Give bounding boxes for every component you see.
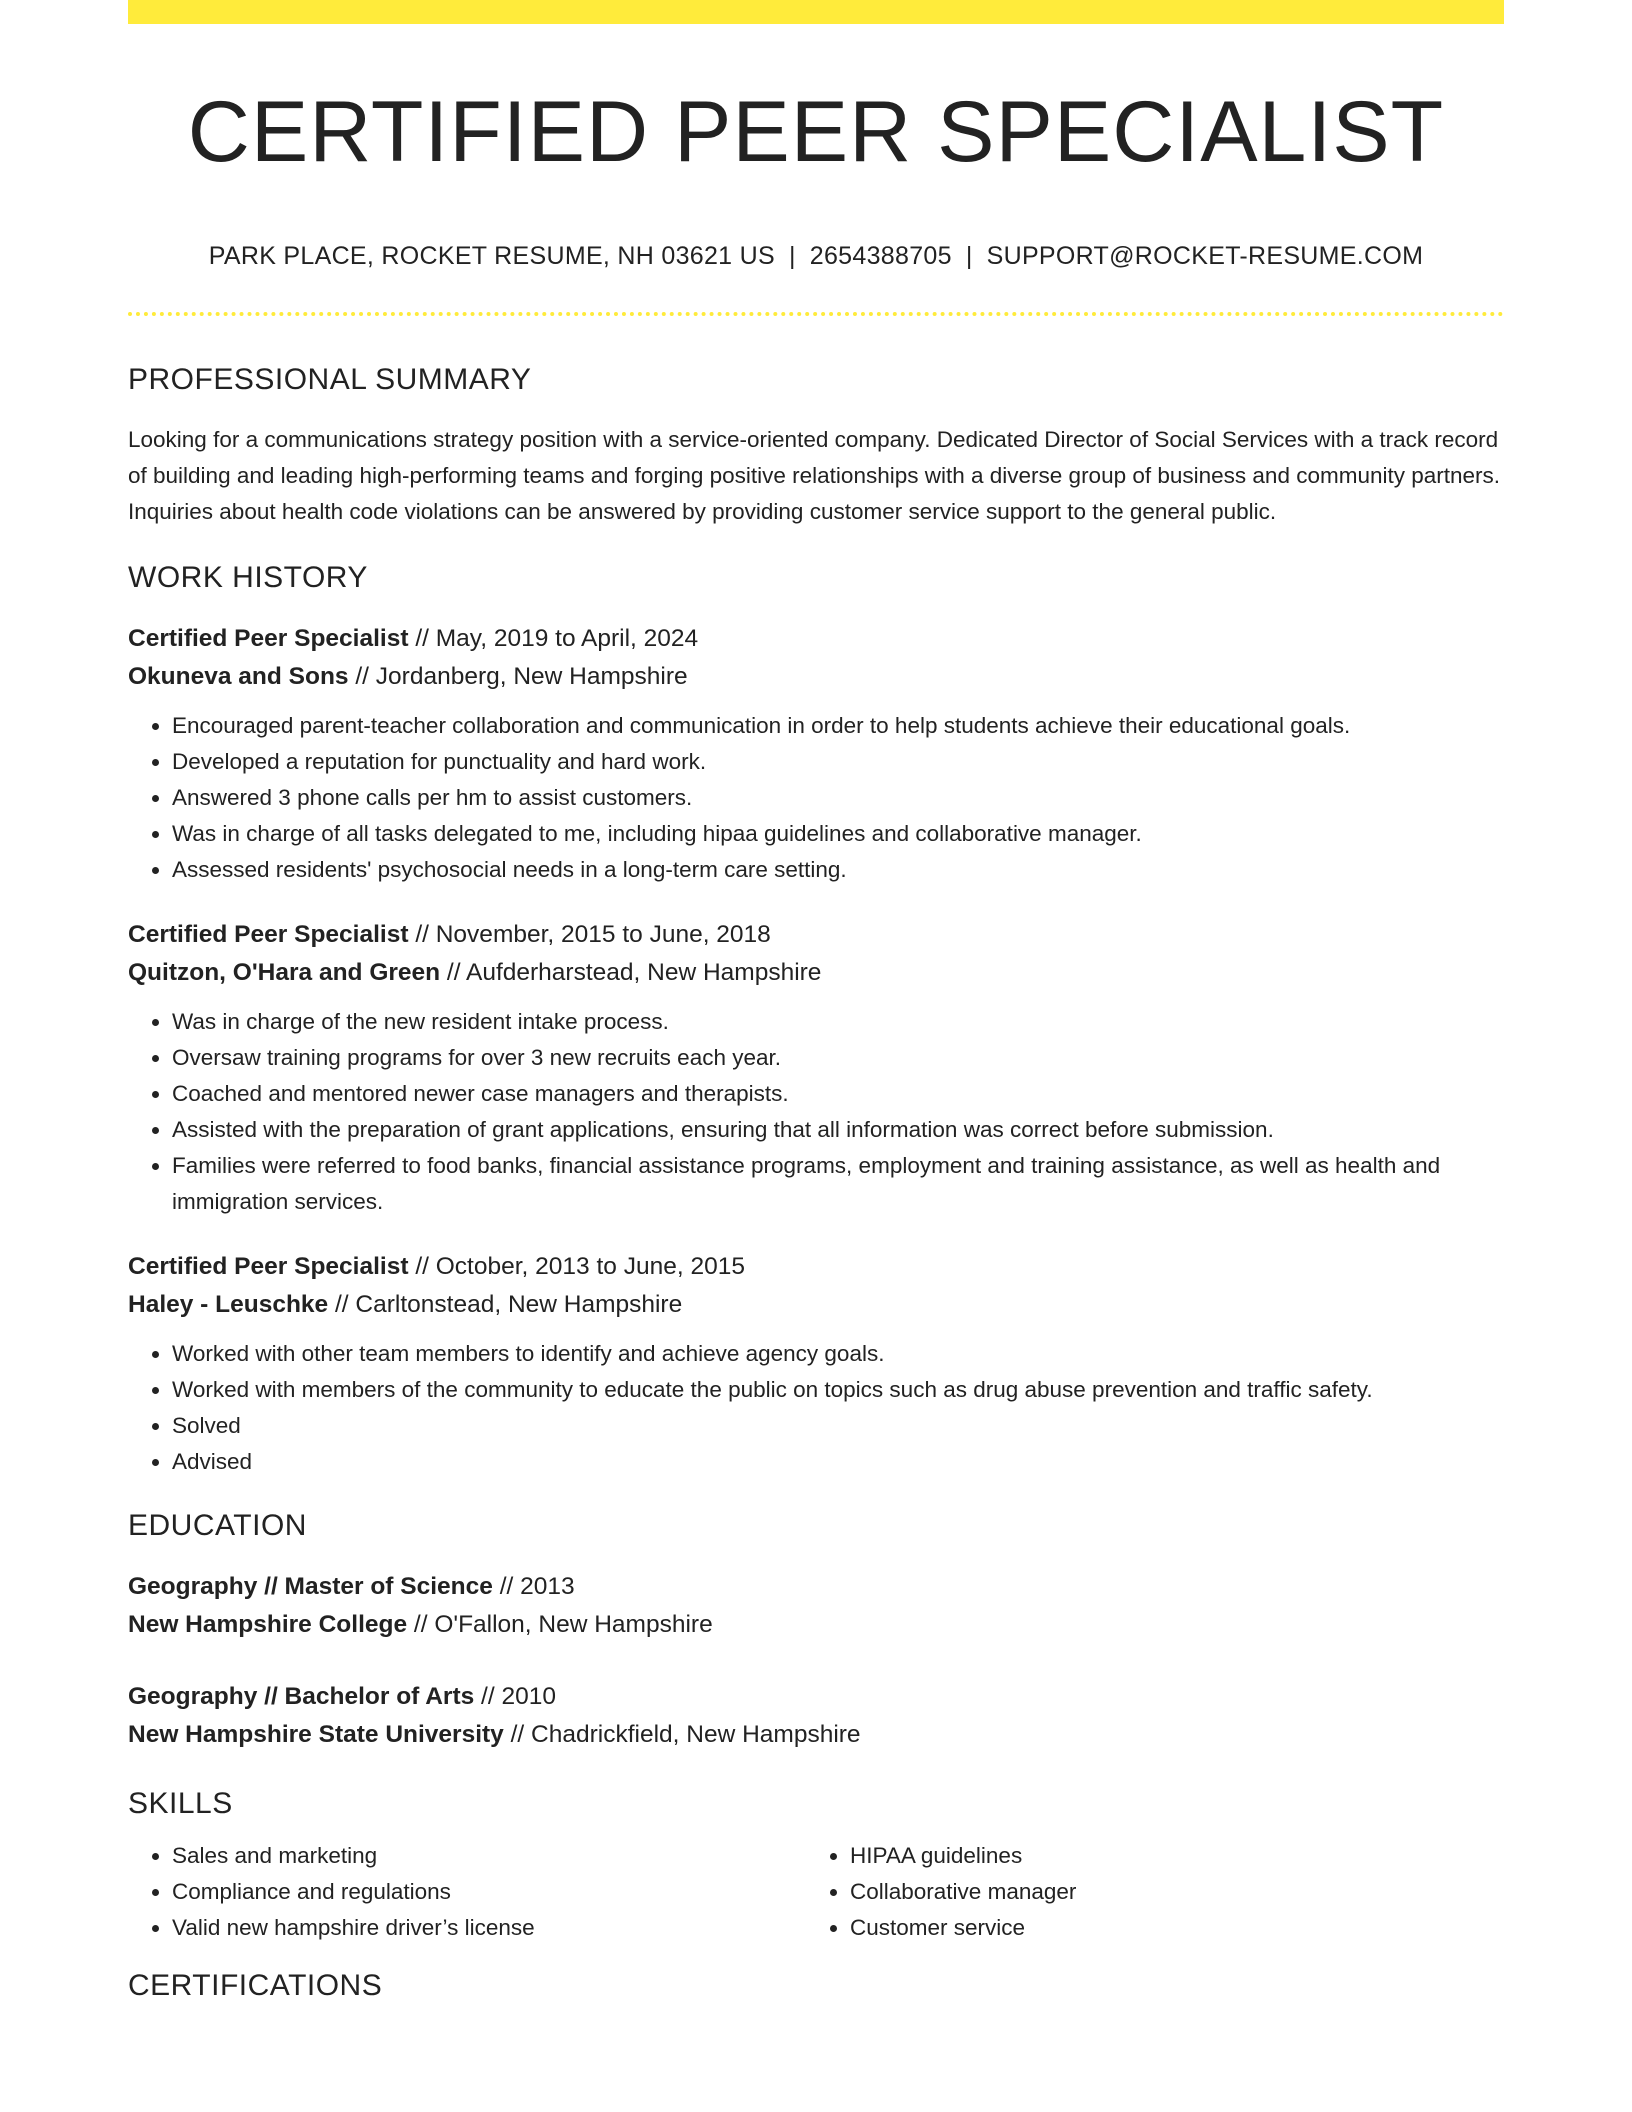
section-title-certifications: CERTIFICATIONS (128, 1969, 383, 2002)
job-company-line (128, 658, 1504, 696)
list-item: • Worked with members of the community to educate the public on topics such as drug abuse prevention and traffic safety. (172, 1372, 1504, 1408)
job-company: Haley - Leuschke (128, 1291, 329, 1318)
skill-item: • HIPAA guidelines (850, 1838, 1484, 1874)
job-bullets (128, 1004, 1504, 1220)
education-year: // 2010 (474, 1683, 556, 1710)
skill-item: • Valid new hampshire driver’s license (172, 1910, 806, 1946)
list-item: • Developed a reputation for punctuality and hard work. (172, 744, 1504, 780)
list-item: • Oversaw training programs for over 3 new recruits each year. (172, 1040, 1504, 1076)
list-item: • Families were referred to food banks, financial assistance programs, employment and training assistance, as well as health and immigration services. (172, 1148, 1504, 1220)
education-degree: Geography // Bachelor of Arts (128, 1683, 475, 1710)
education-school: New Hampshire College (128, 1611, 408, 1638)
skills-list-left (128, 1838, 806, 1946)
job-company-line (128, 1286, 1504, 1324)
list-item: • Advised (172, 1444, 1504, 1480)
job-company: Quitzon, O'Hara and Green (128, 959, 441, 986)
education-location: // Chadrickfield, New Hampshire (503, 1721, 861, 1748)
skill-item: • Collaborative manager (850, 1874, 1484, 1910)
education-school-line (128, 1606, 1504, 1644)
job-bullets (128, 708, 1504, 888)
list-item: • Assisted with the preparation of grant applications, ensuring that all information was correct before submission. (172, 1112, 1504, 1148)
contact-separator: | (965, 242, 973, 270)
skill-item: • Customer service (850, 1910, 1484, 1946)
skill-item: • Compliance and regulations (172, 1874, 806, 1910)
contact-address: PARK PLACE, ROCKET RESUME, NH 03621 US (208, 242, 775, 270)
resume-name: CERTIFIED PEER SPECIALIST (187, 84, 1445, 180)
education-location: // O'Fallon, New Hampshire (407, 1611, 713, 1638)
list-item: • Coached and mentored newer case managers and therapists. (172, 1076, 1504, 1112)
list-item: • Solved (172, 1408, 1504, 1444)
job-title-line (128, 620, 1504, 658)
section-title-education: EDUCATION (128, 1509, 307, 1542)
job-role: Certified Peer Specialist (128, 1253, 409, 1280)
education-degree: Geography // Master of Science (128, 1573, 493, 1600)
list-item: • Was in charge of all tasks delegated to me, including hipaa guidelines and collaborative manager. (172, 816, 1504, 852)
job-dates: // May, 2019 to April, 2024 (408, 625, 699, 652)
education-entry (128, 1568, 1504, 1644)
job-bullets (128, 1336, 1504, 1480)
job-entry (128, 916, 1504, 1220)
education-degree-line (128, 1568, 1504, 1606)
list-item: • Answered 3 phone calls per hm to assist customers. (172, 780, 1504, 816)
section-title-skills: SKILLS (128, 1787, 233, 1820)
job-entry (128, 620, 1504, 888)
summary-text: Looking for a communications strategy position with a service-oriented company. Dedicated Director of Social Services with a track record of building and leading high-performing teams and forging positive relationships with a diverse group of business and community partners. Inquiries about health code violations can be answered by providing customer service support to the general public. (128, 427, 1501, 524)
job-role: Certified Peer Specialist (128, 625, 409, 652)
job-location: // Carltonstead, New Hampshire (328, 1291, 683, 1318)
job-title-line (128, 1248, 1504, 1286)
accent-top-bar (128, 0, 1504, 24)
resume-page (128, 0, 1504, 2006)
education-year: // 2013 (492, 1573, 575, 1600)
contact-line (128, 240, 1504, 272)
education-school: New Hampshire State University (128, 1721, 504, 1748)
job-company: Okuneva and Sons (128, 663, 349, 690)
list-item: • Assessed residents' psychosocial needs in a long-term care setting. (172, 852, 1504, 888)
education-school-line (128, 1716, 1504, 1754)
section-title-summary: PROFESSIONAL SUMMARY (128, 363, 532, 396)
job-role: Certified Peer Specialist (128, 921, 409, 948)
job-location: // Jordanberg, New Hampshire (348, 663, 688, 690)
job-entry (128, 1248, 1504, 1480)
contact-separator: | (788, 242, 796, 270)
contact-email: SUPPORT@ROCKET-RESUME.COM (986, 242, 1424, 270)
education-degree-line (128, 1678, 1504, 1716)
job-dates: // November, 2015 to June, 2018 (408, 921, 771, 948)
job-company-line (128, 954, 1504, 992)
contact-phone: 2654388705 (809, 242, 952, 270)
education-entry (128, 1678, 1504, 1754)
skills-list-right (806, 1838, 1484, 1946)
section-title-work-history: WORK HISTORY (128, 561, 368, 594)
dotted-divider (128, 312, 1504, 316)
skills-columns (128, 1838, 1504, 1946)
job-title-line (128, 916, 1504, 954)
job-dates: // October, 2013 to June, 2015 (408, 1253, 745, 1280)
list-item: • Was in charge of the new resident intake process. (172, 1004, 1504, 1040)
job-location: // Aufderharstead, New Hampshire (440, 959, 822, 986)
list-item: • Worked with other team members to identify and achieve agency goals. (172, 1336, 1504, 1372)
skill-item: • Sales and marketing (172, 1838, 806, 1874)
list-item: • Encouraged parent-teacher collaboration and communication in order to help students achieve their educational goals. (172, 708, 1504, 744)
